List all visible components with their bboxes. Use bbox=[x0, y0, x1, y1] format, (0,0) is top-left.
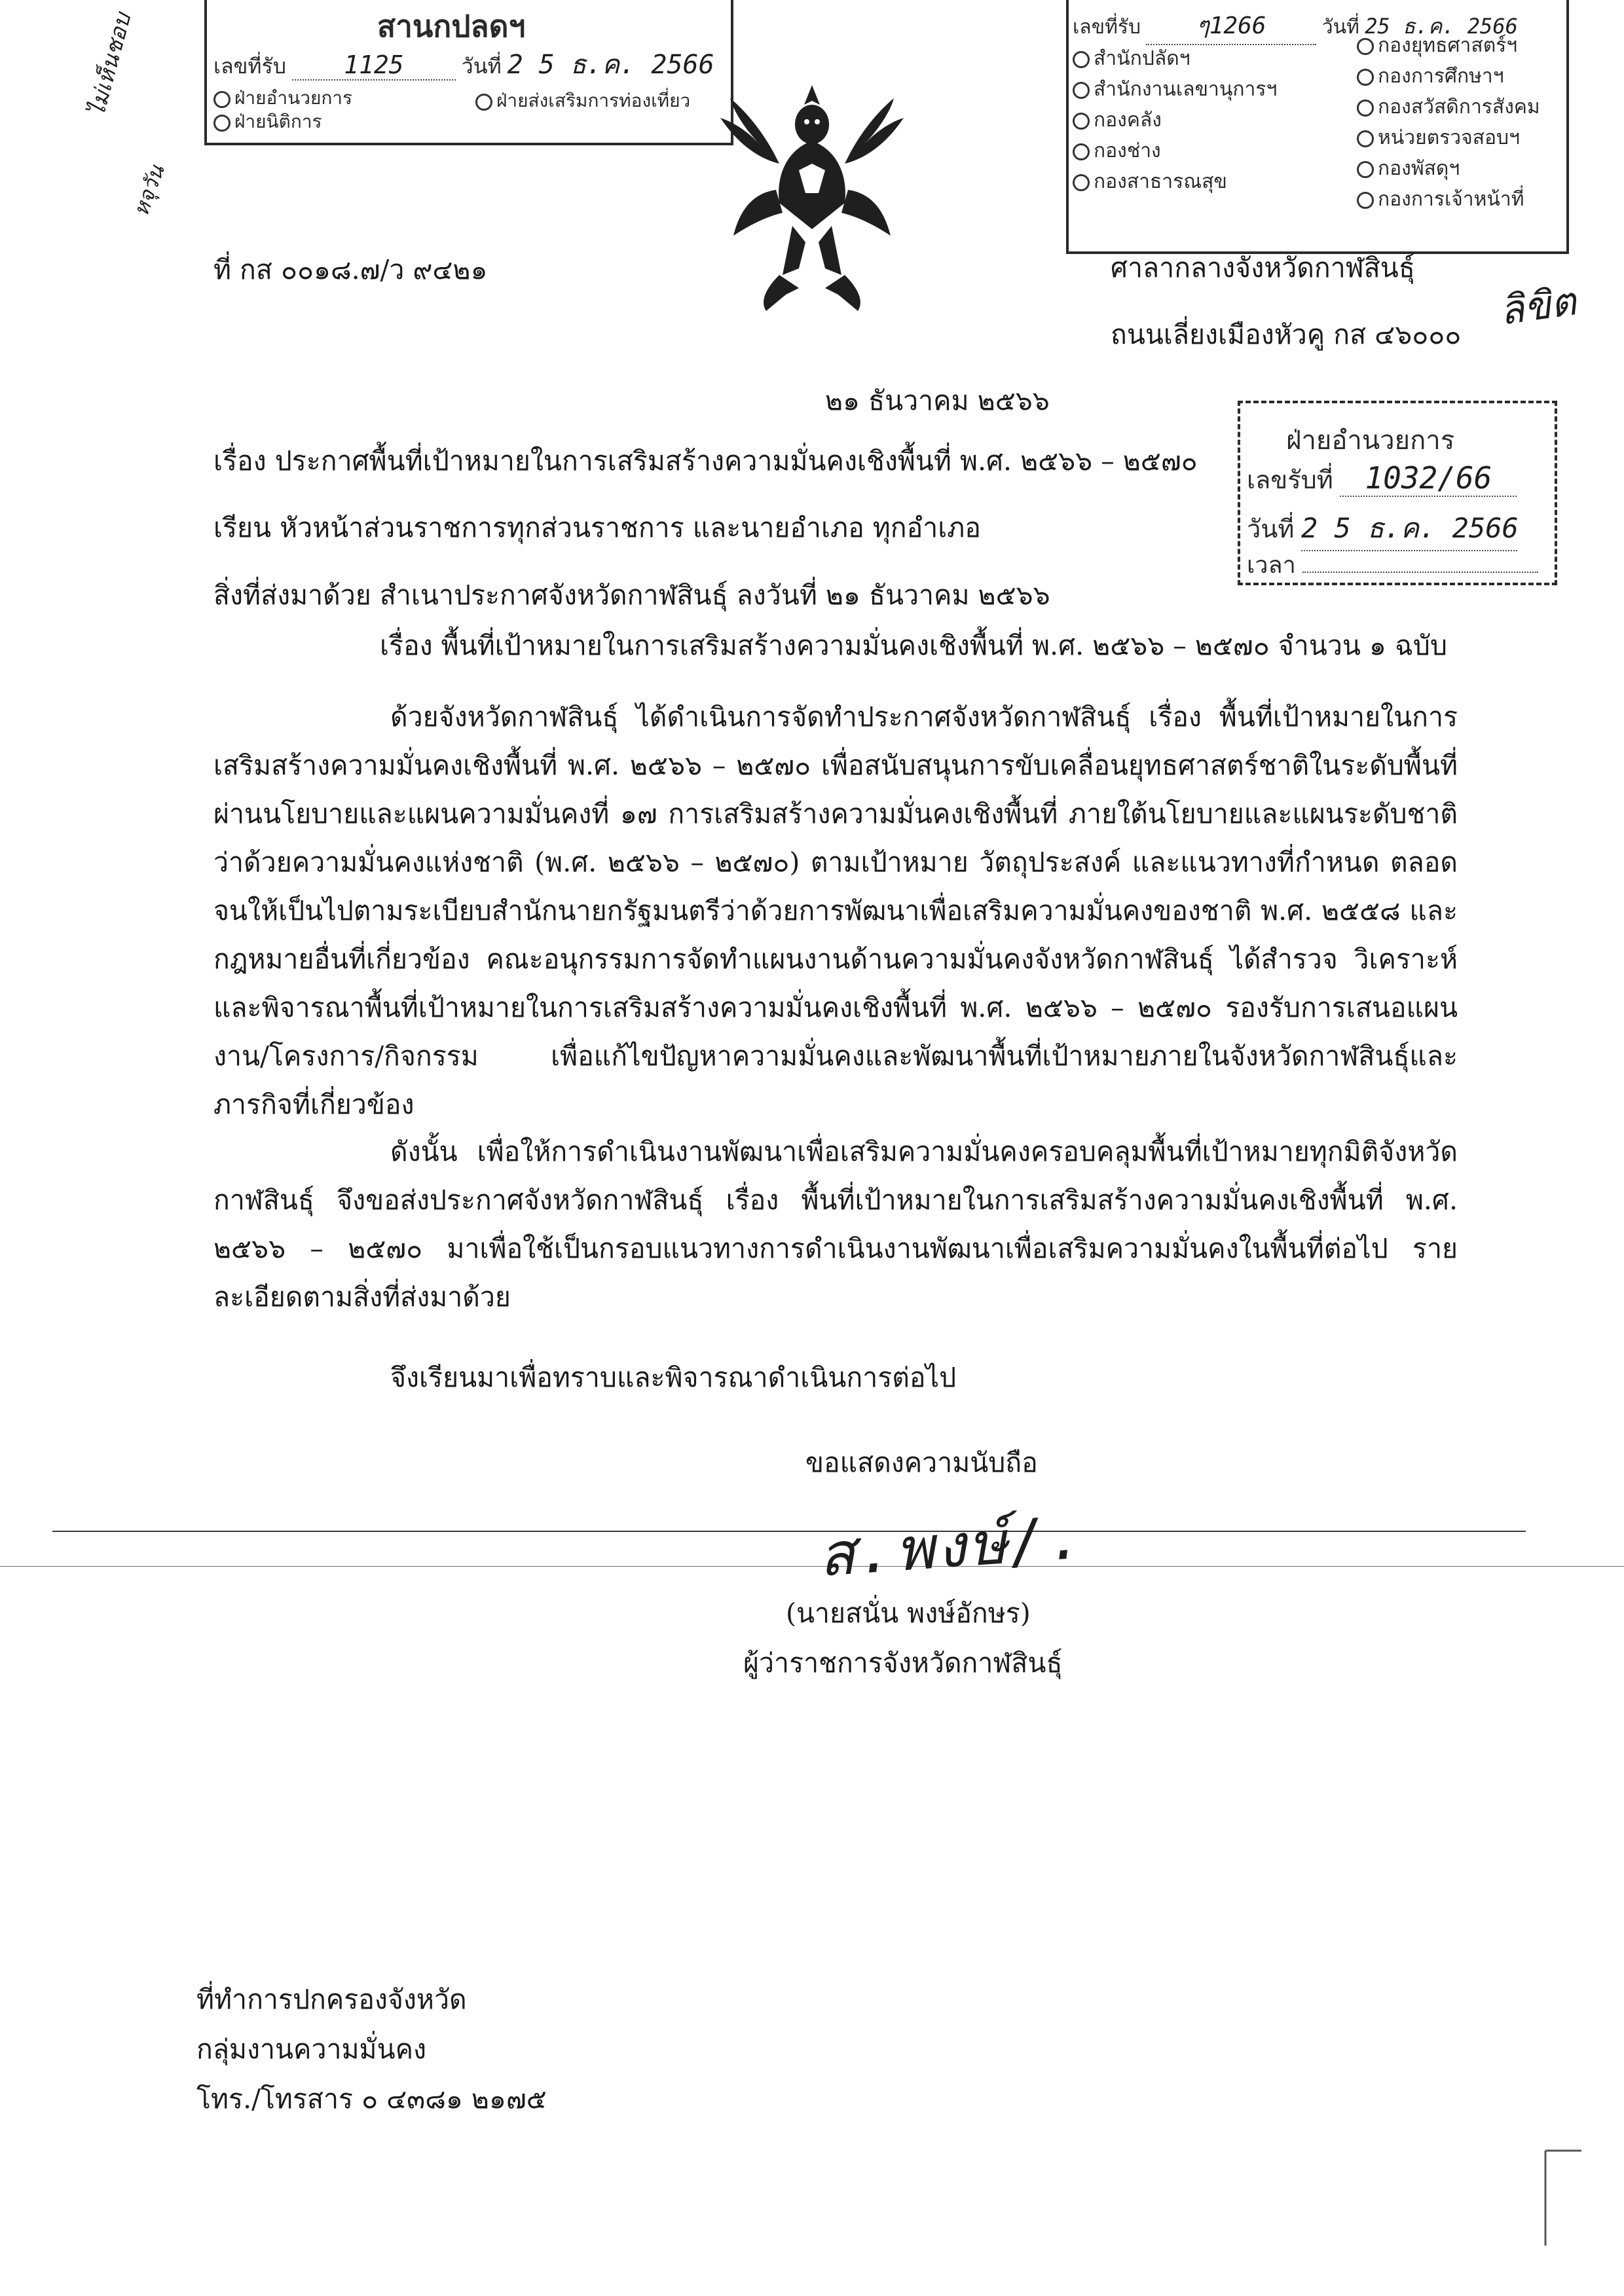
footer-unit: กลุ่มงานความมั่นคง bbox=[196, 2033, 427, 2065]
stamp-right-option: กองสวัสดิการสังคม bbox=[1357, 92, 1540, 122]
stamp-right-option: หน่วยตรวจสอบฯ bbox=[1357, 122, 1540, 153]
signer-title: ผู้ว่าราชการจังหวัดกาฬสินธุ์ bbox=[743, 1647, 1063, 1679]
stamp-right-option: กองช่าง bbox=[1073, 136, 1277, 166]
closing-request: จึงเรียนมาเพื่อทราบและพิจารณาดำเนินการต่อไป bbox=[390, 1362, 957, 1393]
stamp-left-receipt-label: เลขที่รับ bbox=[213, 54, 287, 78]
stamp-left-date: 2 5 ธ.ค. 2566 bbox=[507, 50, 714, 80]
stamp-admin-date: 2 5 ธ.ค. 2566 bbox=[1301, 507, 1517, 551]
scan-corner-mark bbox=[1539, 2147, 1585, 2252]
stamp-left-date-label: วันที่ bbox=[461, 54, 502, 78]
stamp-left-receipt-no: 1125 bbox=[292, 50, 456, 81]
stamp-admin-date-row bbox=[1247, 507, 1517, 551]
stamp-left-option: ฝ่ายอำนวยการ bbox=[213, 86, 352, 110]
body-paragraph-2 bbox=[213, 1127, 1458, 1321]
sender-office: ศาลากลางจังหวัดกาฬสินธุ์ bbox=[1111, 252, 1415, 283]
margin-note: หจุวัน bbox=[128, 162, 170, 220]
stamp-left-option: ฝ่ายส่งเสริมการท่องเที่ยว bbox=[475, 86, 690, 115]
receipt-stamp-left bbox=[204, 0, 733, 145]
complimentary-close: ขอแสดงความนับถือ bbox=[805, 1447, 1038, 1478]
stamp-right-receipt-label: เลขที่รับ bbox=[1073, 16, 1141, 38]
enclosure-detail: เรื่อง พื้นที่เป้าหมายในการเสริมสร้างความมั่นคงเชิงพื้นที่ พ.ศ. ๒๕๖๖ – ๒๕๗๐ จำนวน ๑ ฉบับ bbox=[380, 630, 1447, 661]
stamp-right-option: กองสาธารณสุข bbox=[1073, 166, 1277, 197]
stamp-left-receipt-row bbox=[213, 43, 714, 85]
stamp-left-option: ฝ่ายนิติการ bbox=[213, 110, 352, 134]
stamp-right-receipt-no: ๆ1266 bbox=[1146, 7, 1316, 45]
stamp-right-option: สำนักงานเลขานุการฯ bbox=[1073, 74, 1277, 105]
receipt-stamp-right bbox=[1066, 0, 1569, 254]
garuda-emblem bbox=[714, 79, 910, 314]
initials-signature: ลิขิต bbox=[1496, 278, 1579, 335]
scan-fold-line bbox=[0, 1566, 1624, 1567]
stamp-admin-header: ฝ่ายอำนวยการ bbox=[1286, 426, 1455, 455]
letter-date: ๒๑ ธันวาคม ๒๕๖๖ bbox=[825, 385, 1050, 416]
stamp-right-option: กองยุทธศาสตร์ฯ bbox=[1357, 30, 1540, 61]
paragraph-text: ด้วยจังหวัดกาฬสินธุ์ ได้ดำเนินการจัดทำประกาศจังหวัดกาฬสินธุ์ เรื่อง พื้นที่เป้าหมายในการเสริมสร้างความมั่นคงเชิงพื้นที่ พ.ศ. ๒๕๖๖ – ๒๕๗๐ เพื่อสนับสนุนการขับเคลื่อนยุทธศาสตร์ชาติในระดับพื้นที่ ผ่านนโยบายและแผนความมั่นคงที่ ๑๗ การเสริมสร้างความมั่นคงเชิงพื้นที่ ภายใต้นโยบายและแผนระดับชาติว่าด้วยความมั่นคงแห่งชาติ (พ.ศ. ๒๕๖๖ – ๒๕๗๐) ตามเป้าหมาย วัตถุประสงค์ และแนวทางที่กำหนด ตลอดจนให้เป็นไปตามระเบียบสำนักนายกรัฐมนตรีว่าด้วยการพัฒนาเพื่อเสริมความมั่นคงของชาติ พ.ศ. ๒๕๕๘ และกฎหมายอื่นที่เกี่ยวข้อง คณะอนุกรรมการจัดทำแผนงานด้านความมั่นคงจังหวัดกาฬสินธุ์ ได้สำรวจ วิเคราะห์ และพิจารณาพื้นที่เป้าหมายในการเสริมสร้างความมั่นคงเชิงพื้นที่ พ.ศ. ๒๕๖๖ – ๒๕๗๐ รองรับการเสนอแผนงาน/โครงการ/กิจกรรม เพื่อแก้ไขปัญหาความมั่นคงและพัฒนาพื้นที่เป้าหมายภายในจังหวัดกาฬสินธุ์และภารกิจที่เกี่ยวข้อง bbox=[213, 701, 1458, 1120]
stamp-left-options bbox=[213, 86, 352, 134]
stamp-right-options-right bbox=[1357, 30, 1540, 215]
paragraph-text: ดังนั้น เพื่อให้การดำเนินงานพัฒนาเพื่อเสริมความมั่นคงครอบคลุมพื้นที่เป้าหมายทุกมิติจังหวัดกาฬสินธุ์ จึงขอส่งประกาศจังหวัดกาฬสินธุ์ เรื่อง พื้นที่เป้าหมายในการเสริมสร้างความมั่นคงเชิงพื้นที่ พ.ศ. ๒๕๖๖ – ๒๕๗๐ มาเพื่อใช้เป็นกรอบแนวทางการดำเนินงานพัฒนาเพื่อเสริมความมั่นคงในพื้นที่ต่อไป รายละเอียดตามสิ่งที่ส่งมาด้วย bbox=[213, 1136, 1458, 1313]
stamp-admin-time-label: เวลา bbox=[1247, 551, 1296, 578]
signer-name: (นายสนั่น พงษ์อักษร) bbox=[786, 1597, 1031, 1629]
reference-number: ที่ กส ๐๐๑๘.๗/ว ๙๔๒๑ bbox=[213, 254, 488, 285]
stamp-right-option: กองคลัง bbox=[1073, 105, 1277, 136]
stamp-right-option: กองการศึกษาฯ bbox=[1357, 61, 1540, 92]
stamp-right-options-left bbox=[1073, 43, 1277, 197]
stamp-right-date: 25 ธ.ค. 2566 bbox=[1365, 14, 1518, 39]
subject-line: เรื่อง ประกาศพื้นที่เป้าหมายในการเสริมสร้างความมั่นคงเชิงพื้นที่ พ.ศ. ๒๕๖๖ – ๒๕๗๐ bbox=[213, 445, 1198, 477]
stamp-admin-date-label: วันที่ bbox=[1247, 516, 1295, 543]
receipt-stamp-admin bbox=[1238, 401, 1557, 585]
body-paragraph-1 bbox=[213, 693, 1458, 1129]
footer-office: ที่ทำการปกครองจังหวัด bbox=[196, 1984, 467, 2015]
stamp-right-date-label: วันที่ bbox=[1321, 16, 1359, 38]
stamp-admin-time-row bbox=[1247, 546, 1538, 583]
signature: ส.พงษ์/. bbox=[816, 1503, 1088, 1591]
stamp-left-header: สานกปลดฯ bbox=[377, 9, 526, 43]
stamp-admin-receipt-label: เลขรับที่ bbox=[1247, 467, 1333, 494]
enclosure-line: สิ่งที่ส่งมาด้วย สำเนาประกาศจังหวัดกาฬสินธุ์ ลงวันที่ ๒๑ ธันวาคม ๒๕๖๖ bbox=[213, 579, 1050, 611]
footer-phone: โทร./โทรสาร ๐ ๔๓๘๑ ๒๑๗๕ bbox=[196, 2083, 547, 2115]
sender-address: ถนนเลี่ยงเมืองหัวคู กส ๔๖๐๐๐ bbox=[1111, 319, 1462, 350]
stamp-right-option: สำนักปลัดฯ bbox=[1073, 43, 1277, 74]
scan-fold-line bbox=[52, 1531, 1526, 1532]
stamp-right-option: กองพัสดุฯ bbox=[1357, 153, 1540, 184]
stamp-right-option: กองการเจ้าหน้าที่ bbox=[1357, 184, 1540, 215]
stamp-admin-receipt-no: 1032/66 bbox=[1340, 460, 1517, 497]
margin-note: ไม่เห็นชอบ bbox=[83, 10, 137, 120]
addressee-line: เรียน หัวหน้าส่วนราชการทุกส่วนราชการ และนายอำเภอ ทุกอำเภอ bbox=[213, 512, 981, 543]
stamp-admin-receipt-row bbox=[1247, 460, 1517, 500]
